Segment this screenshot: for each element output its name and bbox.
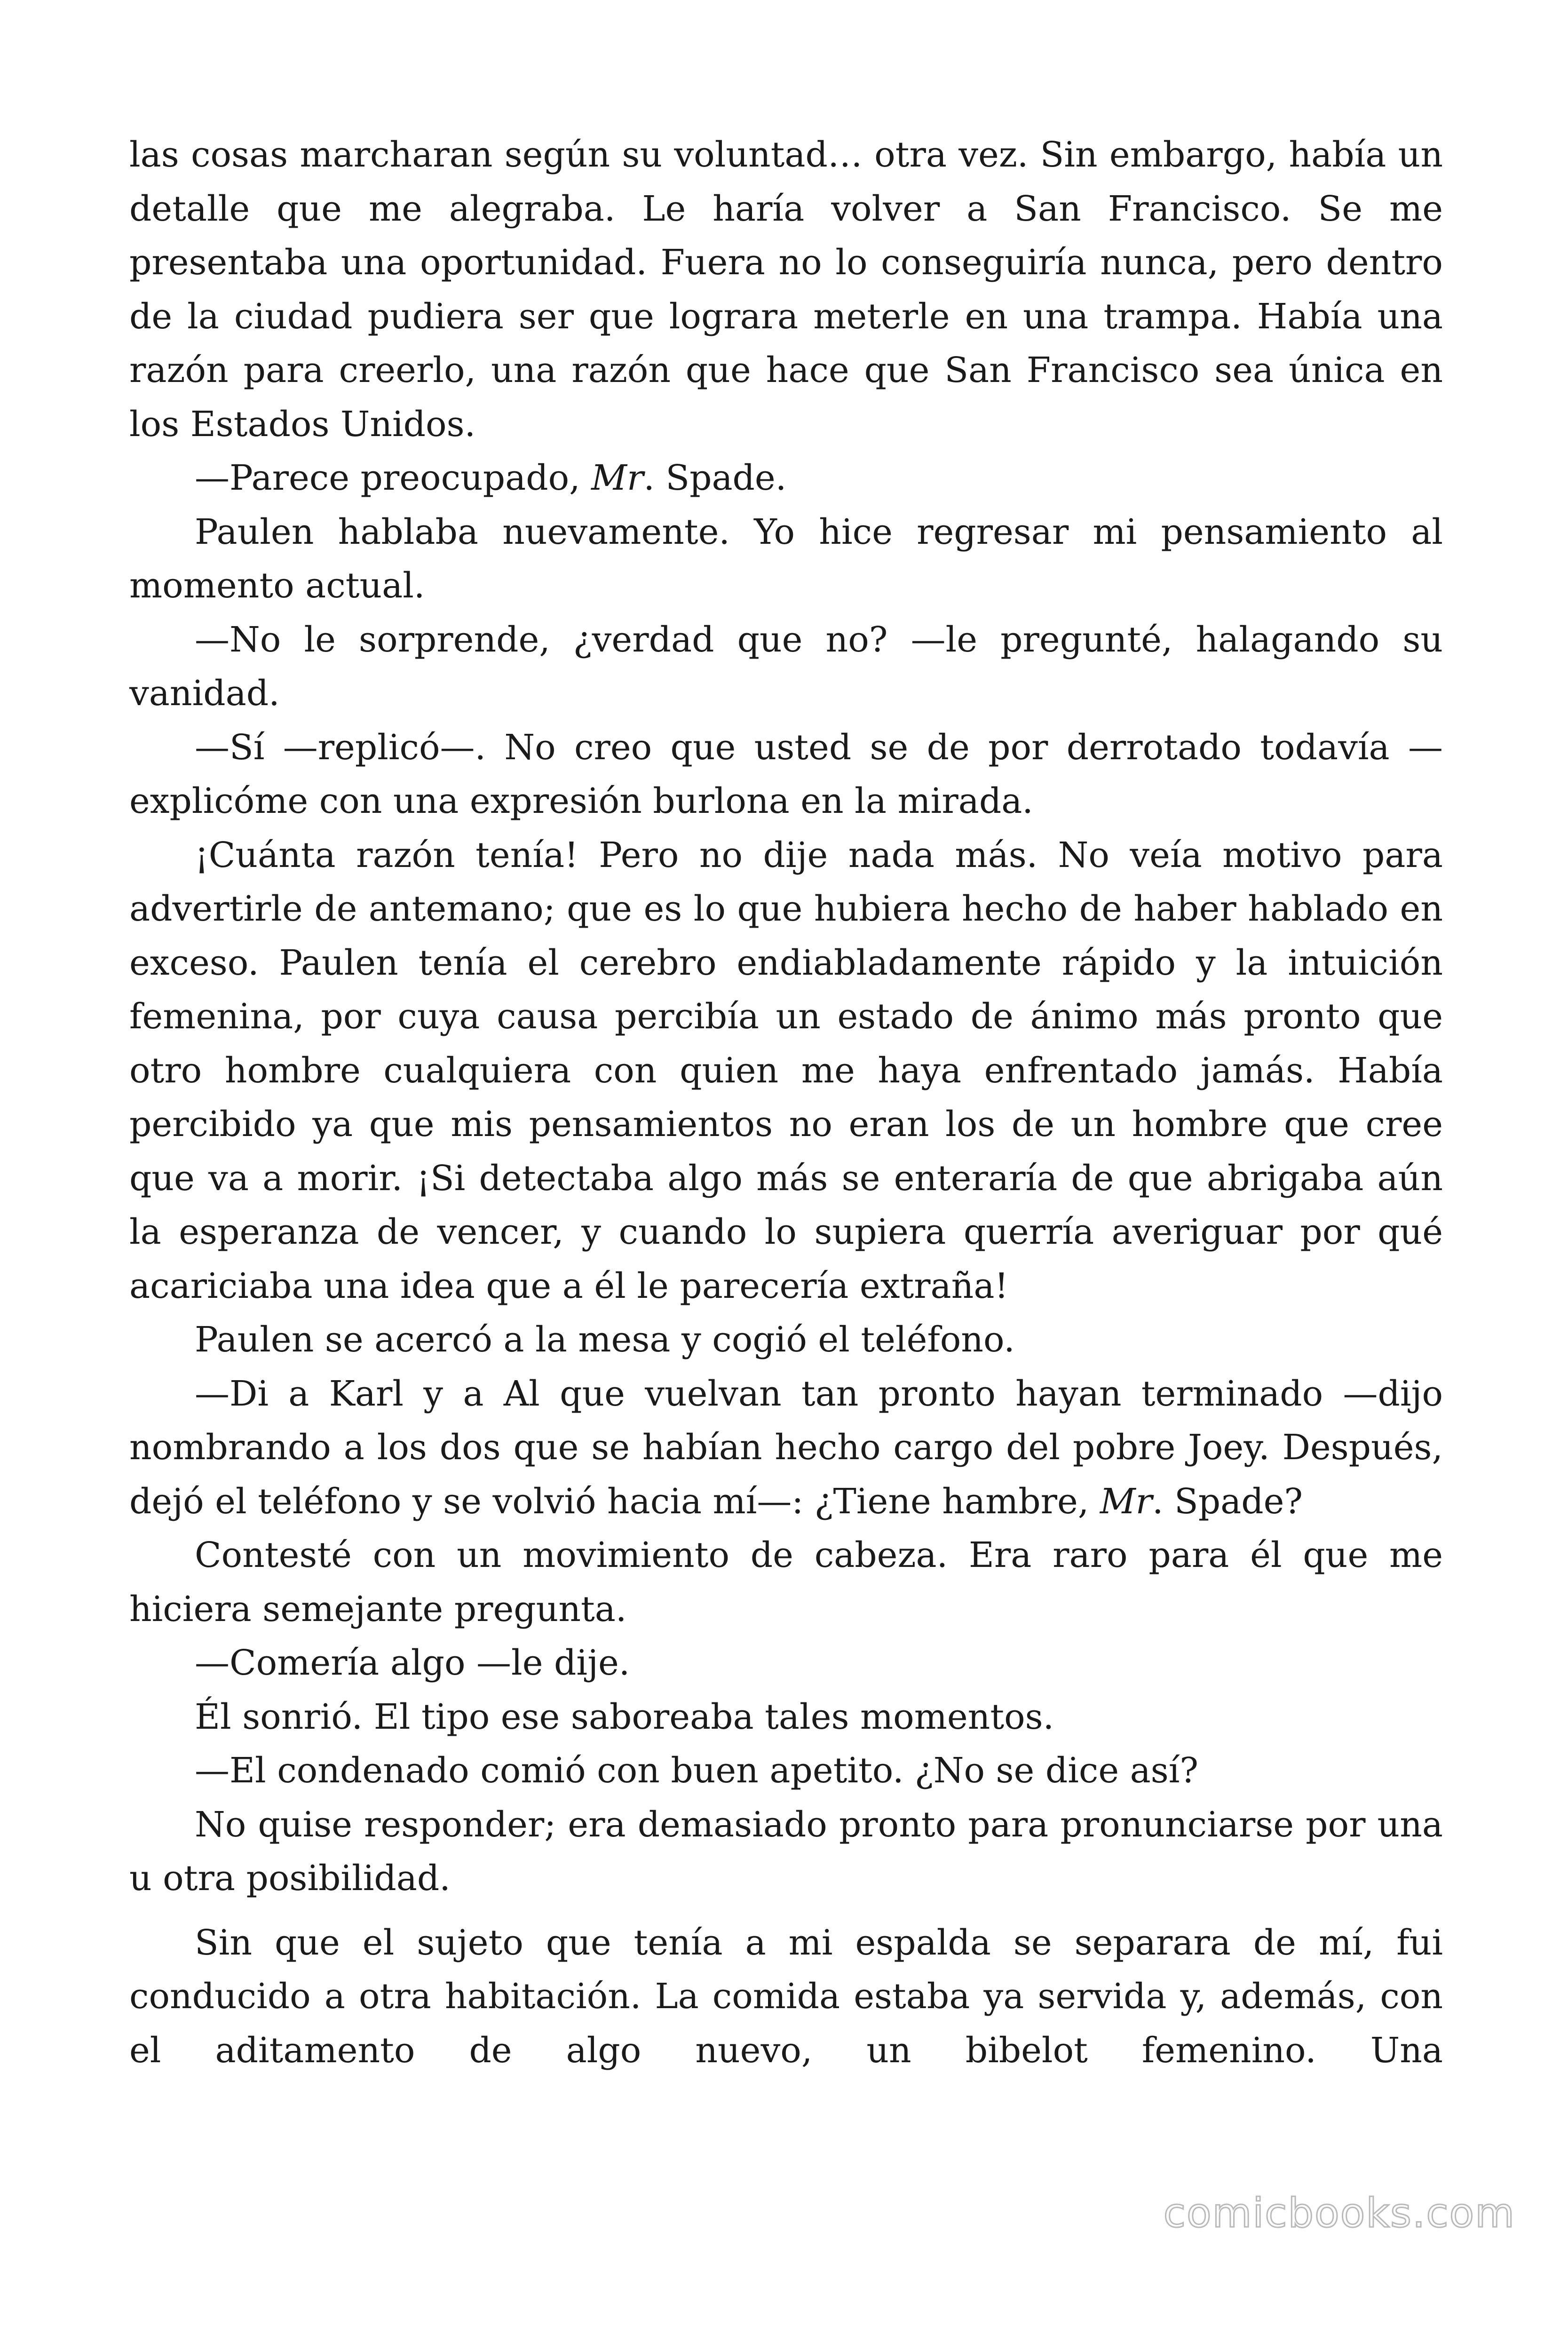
paragraph: Sin que el sujeto que tenía a mi espalda se separara de mí, fui conducido a otra habitación. La comida estaba ya servida y, además, con el aditamento de algo nuevo, un bibelot femenino. Una [129, 1922, 1443, 2071]
paragraph: Paulen hablaba nuevamente. Yo hice regresar mi pensamiento al momento actual. [129, 511, 1443, 606]
paragraph: —Comería algo —le dije. [195, 1643, 630, 1683]
paragraph: Él sonrió. El tipo ese saboreaba tales momentos. [195, 1696, 1054, 1737]
paragraph: ¡Cuánta razón tenía! Pero no dije nada más. No veía motivo para advertirle de antemano; que es lo que hubiera hecho de haber hablado en exceso. Paulen tenía el cerebro endiabladamente rápido y la intuición femenina, por cuya causa percibía un estado de ánimo más pronto que otro hombre cualquiera con quien me haya enfrentado jamás. Había percibido ya que mis pensamientos no eran los de un hombre que cree que va a morir. ¡Si detectaba algo más se enteraría de que abrigaba aún la esperanza de vencer, y cuando lo supiera querría averiguar por qué acariciaba una idea que a él le parecería extraña! [129, 834, 1443, 1306]
paragraph: las cosas marcharan según su voluntad… otra vez. Sin embargo, había un detalle que me alegraba. Le haría volver a San Francisco. Se me presentaba una oportunidad. Fuera no lo conseguiría nunca, pero dentro de la ciudad pudiera ser que lograra meterle en una trampa. Había una razón para creerlo, una razón que hace que San Francisco sea única en los Estados Unidos. [129, 135, 1443, 445]
paragraph: Contesté con un movimiento de cabeza. Era raro para él que me hiciera semejante pregunta. [129, 1535, 1443, 1629]
paragraph: —El condenado comió con buen apetito. ¿No se dice así? [195, 1750, 1199, 1791]
italic-honorific: Mr [591, 458, 644, 498]
paragraph: —No le sorprende, ¿verdad que no? —le pregunté, halagando su vanidad. [129, 619, 1443, 714]
paragraph: No quise responder; era demasiado pronto para pronunciarse por una u otra posibilidad. [129, 1804, 1443, 1899]
italic-honorific: Mr [1100, 1481, 1152, 1522]
paragraph: —Sí —replicó—. No creo que usted se de por derrotado todavía —explicóme con una expresión burlona en la mirada. [129, 727, 1443, 821]
paragraph: Paulen se acercó a la mesa y cogió el teléfono. [195, 1319, 1015, 1360]
watermark: comicbooks.com [1163, 2190, 1515, 2237]
book-page-text [129, 128, 1443, 2077]
paragraph: —Di a Karl y a Al que vuelvan tan pronto hayan terminado —dijo nombrando a los dos que se habían hecho cargo del pobre Joey. Después, dejó el teléfono y se volvió hacia mí—: ¿Tiene hambre, Mr. Spade? [129, 1373, 1443, 1522]
paragraph: —Parece preocupado, Mr. Spade. [195, 458, 787, 498]
